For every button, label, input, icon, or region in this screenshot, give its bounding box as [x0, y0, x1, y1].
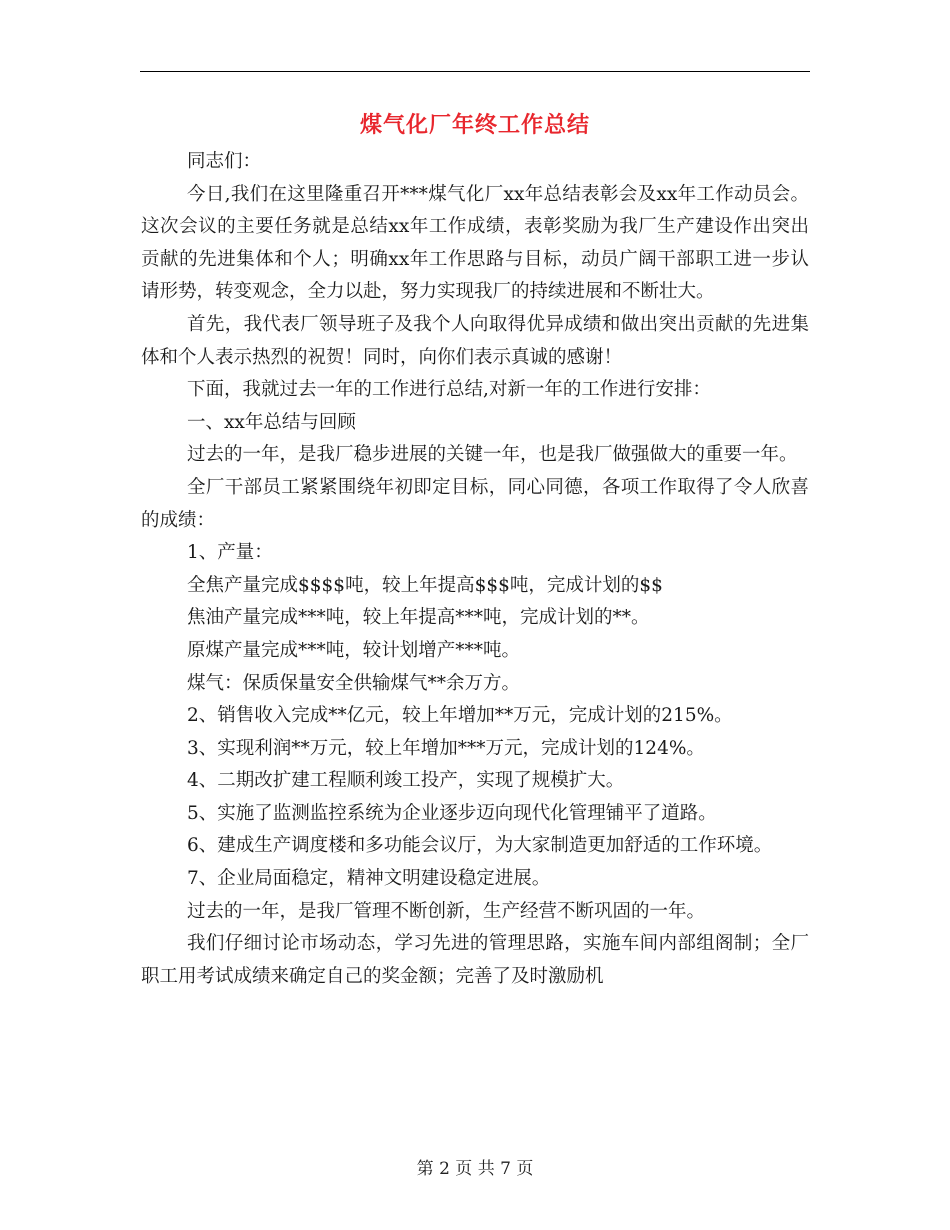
list-item: 3、实现利润**万元，较上年增加***万元，完成计划的124%。 — [187, 737, 705, 759]
list-item: 6、建成生产调度楼和多功能会议厅，为大家制造更加舒适的工作环境。 — [187, 835, 773, 857]
paragraph-salutation: 同志们： — [187, 151, 262, 172]
list-item: 原煤产量完成***吨，较计划增产***吨。 — [187, 639, 521, 661]
section-heading: 一、xx年总结与回顾 — [187, 411, 356, 433]
page-title: 煤气化厂年终工作总结 — [359, 112, 590, 138]
paragraph-intro: 今日,我们在这里隆重召开***煤气化厂xx年总结表彰会及xx年工作动员会。这次会议的主要任务就是总结xx年工作成绩，表彰奖励为我厂生产建设作出突出贡献的先进集体和个人；明确xx年工作思路与目标，动员广阔干部职工进一步认请形势，转变观念，全力以赴，努力实现我厂的持续进展和不断壮大。 — [141, 183, 809, 303]
paragraph: 我们仔细讨论市场动态，学习先进的管理思路，实施车间内部组阁制；全厂职工用考试成绩来确定自己的奖金额；完善了及时激励机 — [141, 933, 809, 987]
paragraph: 全厂干部员工紧紧围绕年初即定目标，同心同德，各项工作取得了令人欣喜的成绩： — [141, 476, 809, 531]
list-item: 全焦产量完成$$$$吨，较上年提高$$$吨，完成计划的$$ — [187, 574, 663, 596]
page-number: 第 2 页 共 7 页 — [416, 1159, 534, 1179]
list-item: 1、产量： — [187, 542, 273, 564]
list-item: 5、实施了监测监控系统为企业逐步迈向现代化管理铺平了道路。 — [187, 802, 717, 824]
list-item: 7、企业局面稳定，精神文明建设稳定进展。 — [187, 868, 551, 890]
header-rule — [140, 71, 810, 72]
paragraph-thanks: 首先，我代表厂领导班子及我个人向取得优异成绩和做出突出贡献的先进集体和个人表示热烈的祝贺！同时，向你们表示真诚的感谢！ — [141, 313, 809, 368]
paragraph: 过去的一年，是我厂稳步进展的关键一年，也是我厂做强做大的重要一年。 — [187, 444, 798, 466]
list-item: 2、销售收入完成**亿元，较上年增加**万元，完成计划的215%。 — [187, 705, 733, 727]
paragraph-transition: 下面，我就过去一年的工作进行总结,对新一年的工作进行安排： — [187, 379, 711, 401]
document-body — [141, 146, 809, 993]
paragraph: 过去的一年，是我厂管理不断创新，生产经营不断巩固的一年。 — [187, 900, 706, 922]
list-item: 4、二期改扩建工程顺利竣工投产，实现了规模扩大。 — [187, 770, 625, 792]
list-item: 焦油产量完成***吨，较上年提高***吨，完成计划的**。 — [187, 607, 650, 629]
list-item: 煤气：保质保量安全供输煤气**余万方。 — [187, 672, 521, 694]
